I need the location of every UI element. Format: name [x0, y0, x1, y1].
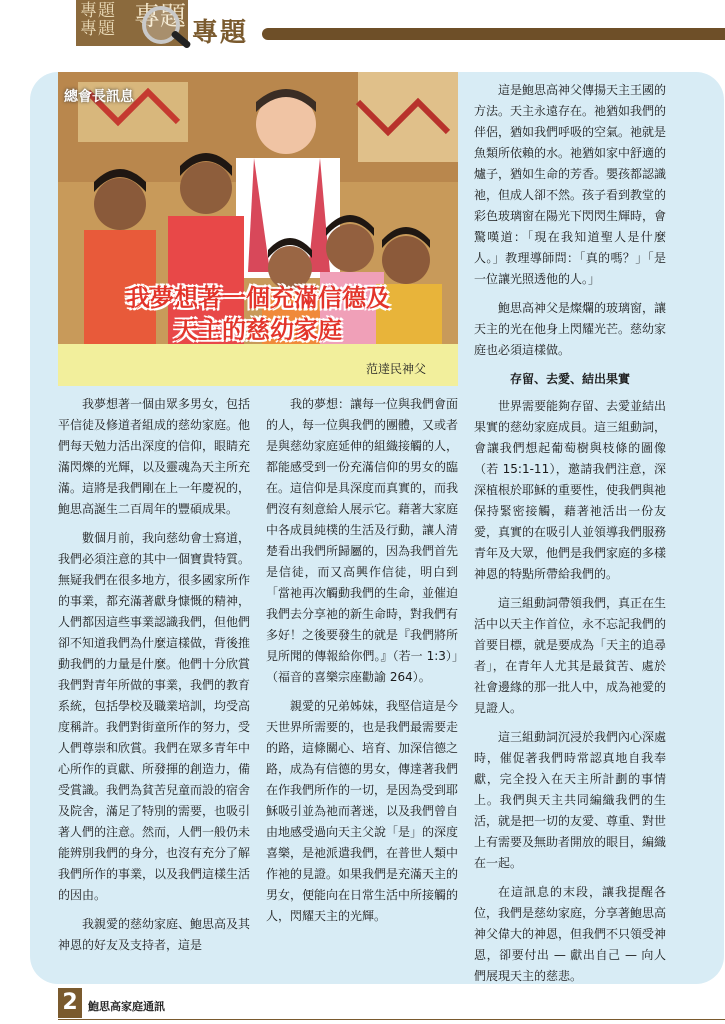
article-title — [58, 282, 458, 346]
paragraph: 我的夢想：讓每一位與我們會面的人，每一位與我們的團體，又或者是與慈幼家庭延伸的組織接觸的人，都能感受到一份充滿信仰的男女的臨在。這信仰是具深度而真實的，而我們沒有刻意給人展示它。藉著大家庭中各成員純樸的生活及行動，讓人清楚看出我們所歸屬的，因為我們首先是信徒，而又高興作信徒，明白到「當祂再次觸動我們的生命，並催迫我們去分享祂的新生命時，對我們有多好！之後要發生的就是『我們將所見所聞的傳報給你們。』（若一 1:3）」（福音的喜樂宗座勸諭 264）。 — [266, 397, 459, 684]
article-title-line2: 天主的慈幼家庭 — [174, 316, 342, 344]
header-rule — [262, 28, 725, 40]
footer-rule — [58, 1019, 725, 1020]
section-subheading: 存留、去愛、結出果實 — [509, 372, 630, 386]
cover-photo — [58, 72, 458, 386]
article-author: 范達民神父 — [365, 362, 426, 376]
column-3 — [474, 80, 666, 995]
logo-large-text: 專題 — [134, 2, 187, 32]
paragraph: 在這訊息的末段，讓我提醒各位，我們是慈幼家庭，分享著鮑思高神父偉大的神恩，但我們不只領受神恩，卻要付出 — 獻出自己 — 向人們展現天主的慈悲。 — [474, 885, 667, 983]
paragraph: 世界需要能夠存留、去愛並結出果實的慈幼家庭成員。這三組動詞，會讓我們想起葡萄樹與枝條的圖像（若 15:1-11），邀請我們注意，深深植根於耶穌的重要性，使我們與祂保持緊密接觸，藉著祂活出一份友愛，真實的在吸引人並領導我們服務青年及大眾，他們是我們家庭的多樣神恩的特點所帶給我們的。 — [474, 399, 667, 581]
section-title: 專題 — [192, 18, 249, 48]
publication-name: 鮑思高家庭通訊 — [88, 1000, 165, 1013]
paragraph: 數個月前，我向慈幼會士寫道，我們必須注意的其中一個寶貴特質。無疑我們在很多地方，很多國家所作的事業，都充滿著獻身慷慨的精神，人們都因這些事業認識我們，但他們卻不知道我們為什麼這樣做，背後推動我們的力量是什麼。他們十分欣賞我們對青年所做的事業，我們的教育系統，包括學校及職業培訓，均受高度稱許。我們對街童所作的努力，受人們尊崇和欣賞。我們在眾多青年中心所作的貢獻、所發揮的創造力，備受賞識。我們為貧苦兒童而設的宿舍及院舍，滿足了特別的需要，也吸引著人們的注意。然而，人們一般仍未能辨別我們的身分，也沒有充分了解我們所作的事業，以及我們這樣生活的因由。 — [58, 531, 251, 902]
column-2 — [266, 394, 458, 935]
article-title-line1: 我夢想著一個充滿信德及 — [126, 284, 390, 312]
column-1 — [58, 394, 250, 964]
page-number: 2 — [58, 988, 82, 1018]
logo-small-text: 專題 專題 — [80, 1, 116, 39]
paragraph: 我親愛的慈幼家庭、鮑思高及其神恩的好友及支持者，這是 — [58, 917, 251, 952]
paragraph: 鮑思高神父是燦爛的玻璃窗，讓天主的光在他身上閃耀光芒。慈幼家庭也必須這樣做。 — [474, 301, 667, 357]
paragraph: 這三組動詞沉浸於我們內心深處時，催促著我們時常認真地自我奉獻，完全投入在天主所計劃的事情上。我們與天主共同編織我們的生活，就是把一切的友愛、尊重、對世上有需要及無助者開放的眼目，編織在一起。 — [474, 730, 667, 870]
paragraph: 這三組動詞帶領我們，真正在生活中以天主作首位，永不忘記我們的首要目標，就是要成為「天主的追尋者」，在青年人尤其是最貧苦、處於社會邊緣的那一批人中，成為祂愛的見證人。 — [474, 596, 667, 715]
paragraph: 親愛的兄弟姊妹，我堅信這是今天世界所需要的，也是我們最需要走的路，這條關心、培育、加深信德之路，成為有信德的男女，傳達著我們在作我們所作的一切，是因為受到耶穌吸引並為祂而著迷，以及我們曾自由地感受過向天主父說「是」的深度喜樂，是祂派遣我們，在普世人類中作祂的見證。如果我們是充滿天主的男女，便能向在日常生活中所接觸的人，閃耀天主的光輝。 — [266, 699, 459, 923]
page-header — [0, 0, 725, 62]
paragraph: 我夢想著一個由眾多男女，包括平信徒及修道者組成的慈幼家庭。他們每天勉力活出深度的信仰，眼睛充滿閃爍的光輝，以及靈魂為天主所充滿。這將是我們剛在上一年慶祝的，鮑思高誕生二百周年的豐碩成果。 — [58, 397, 251, 516]
photo-label: 總會長訊息 — [64, 89, 134, 105]
paragraph: 這是鮑思高神父傳揚天主王國的方法。天主永遠存在。祂猶如我們的伴侶，猶如我們呼吸的空氣。祂就是魚類所依賴的水。祂猶如家中舒適的爐子，猶如生命的芳香。嬰孩都認識祂，但成人卻不然。孩子看到教堂的彩色玻璃窗在陽光下閃閃生輝時，會驚嘆道：「現在我知道聖人是什麼人。」教理導師問：「真的嗎？」「是一位讓光照透他的人。」 — [474, 83, 667, 286]
